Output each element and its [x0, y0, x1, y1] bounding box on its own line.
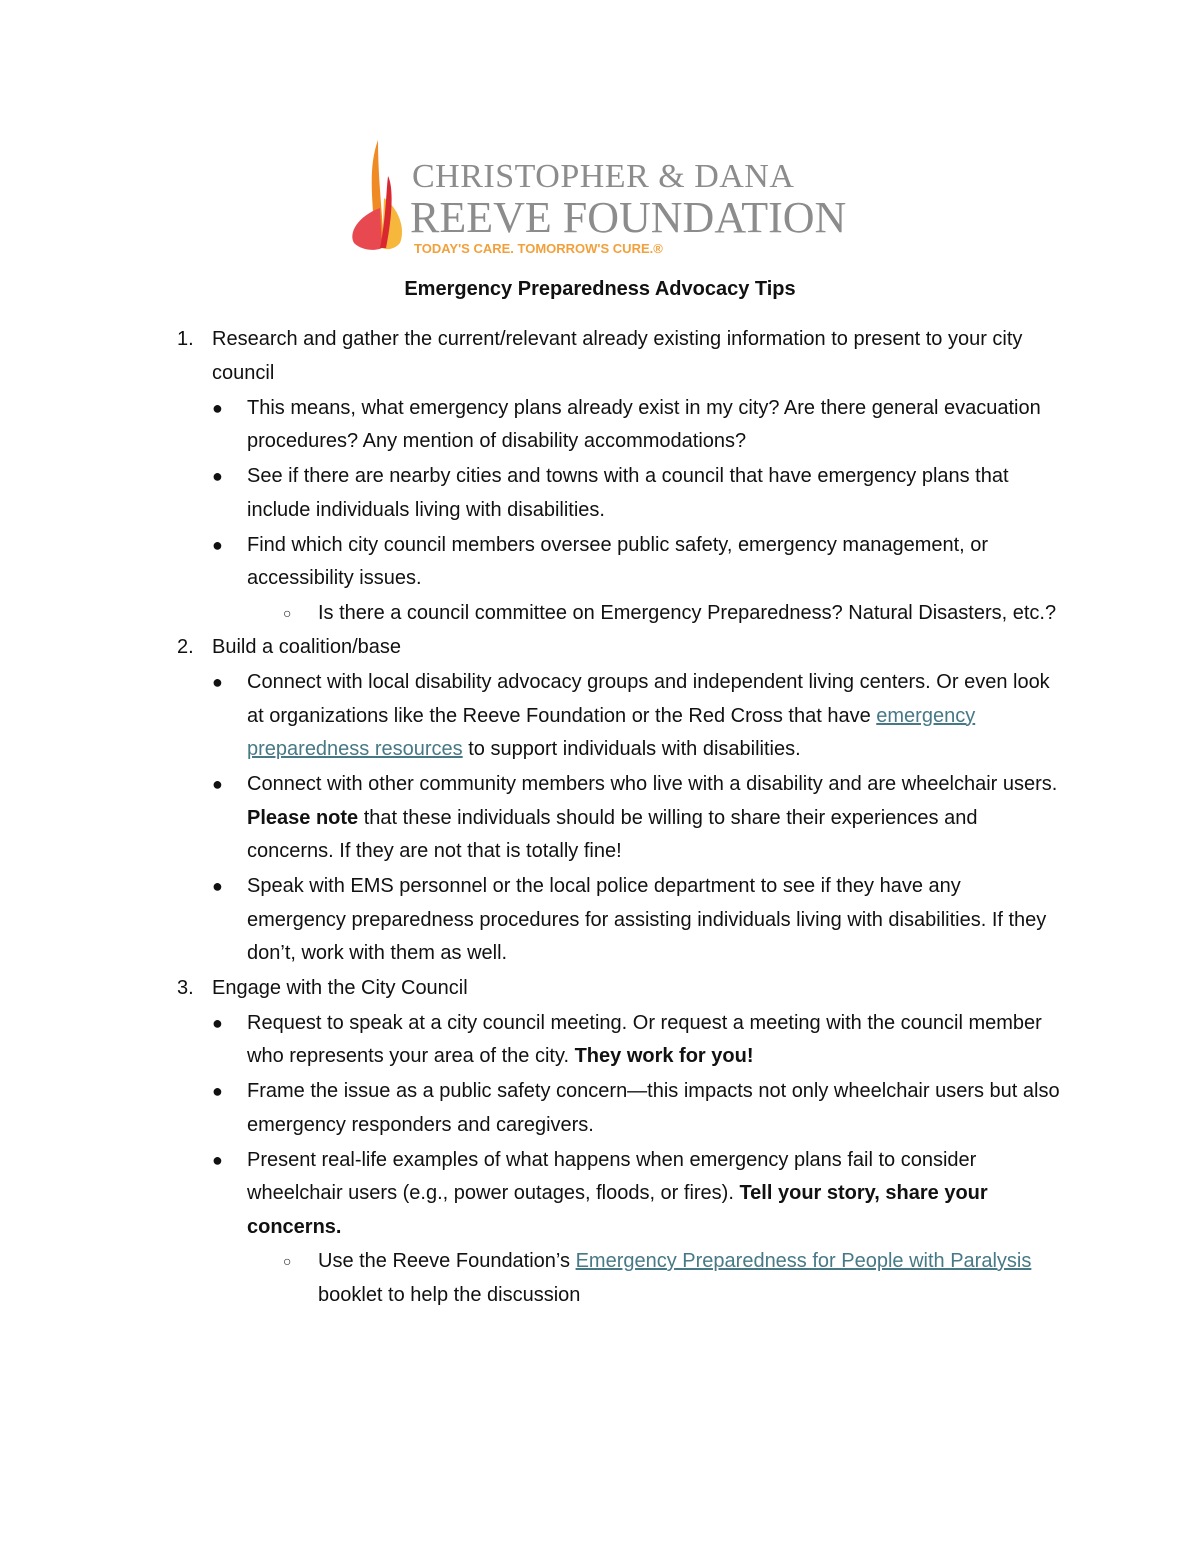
- list-item: [0, 631, 1060, 665]
- logo-tagline: TODAY'S CARE. TOMORROW'S CURE.®: [414, 241, 663, 256]
- bullet-item: [0, 870, 1060, 971]
- bold-text: Tell your story, share your concerns.: [247, 1182, 988, 1238]
- bullet-text: This means, what emergency plans already exist in my city? Are there general evacuation procedures? Any mention of disability accommodations?: [247, 396, 1041, 452]
- bullet-icon: ●: [212, 1081, 223, 1101]
- bullet-icon: ●: [212, 672, 223, 692]
- bullet-icon: ●: [212, 534, 223, 555]
- bullet-icon: ●: [212, 1012, 223, 1033]
- bullet-text: Request to speak at a city council meeting. Or request a meeting with the council member who represents your area of the city.: [247, 1011, 1042, 1067]
- bullet-item: [0, 529, 1060, 596]
- bold-text: They work for you!: [574, 1045, 754, 1067]
- item-number: 2.: [177, 636, 194, 658]
- sub-bullet-item: [0, 597, 1060, 631]
- bullet-text: Present real-life examples of what happens when emergency plans fail to consider wheelchair users (e.g., power outages, floods, or fires).: [247, 1148, 977, 1204]
- list-item: [0, 323, 1060, 390]
- bullet-item: [0, 1144, 1060, 1245]
- bullet-icon: ●: [212, 1149, 223, 1170]
- bullet-text: Frame the issue as a public safety concern—this impacts not only wheelchair users but also emergency responders and caregivers.: [247, 1080, 1060, 1136]
- document-title: Emergency Preparedness Advocacy Tips: [404, 278, 796, 300]
- bullet-item: [0, 460, 1060, 527]
- bullet-item: [0, 768, 1060, 869]
- item-number: 3.: [177, 976, 194, 999]
- logo-line2: REEVE FOUNDATION: [410, 193, 847, 242]
- list-item: [0, 972, 1060, 1006]
- bold-text: Please note: [247, 806, 359, 829]
- circle-bullet-icon: ○: [283, 1253, 292, 1269]
- sub-bullet-text: booklet to help the discussion: [318, 1283, 581, 1306]
- emergency-resources-link[interactable]: emergency preparedness resources: [247, 704, 976, 760]
- bullet-item: [0, 666, 1060, 767]
- bullet-text: Connect with local disability advocacy groups and independent living centers. Or even look at organizations like the Reeve Foundation or the Red Cross that have: [247, 671, 1050, 727]
- item-number: 1.: [177, 328, 194, 350]
- item-text: Engage with the City Council: [212, 976, 468, 999]
- tips-list: [0, 322, 1200, 1312]
- item-text: Build a coalition/base: [212, 636, 402, 658]
- flame-logo-icon: [348, 138, 412, 260]
- sub-bullet-text: Is there a council committee on Emergency Preparedness? Natural Disasters, etc.?: [318, 601, 1057, 624]
- emergency-preparedness-booklet-link[interactable]: Emergency Preparedness for People with Paralysis: [575, 1250, 1032, 1272]
- item-text: Research and gather the current/relevant already existing information to present to your city council: [212, 328, 1023, 384]
- bullet-text: Find which city council members oversee public safety, emergency management, or accessibility issues.: [247, 533, 989, 589]
- reeve-foundation-logo: [348, 138, 858, 260]
- sub-bullet-text: Use the Reeve Foundation’s: [318, 1250, 576, 1272]
- bullet-text: to support individuals with disabilities.: [462, 738, 801, 760]
- bullet-text: Connect with other community members who live with a disability and are wheelchair users.: [247, 773, 1058, 795]
- bullet-icon: ●: [212, 774, 223, 794]
- sub-bullet-item: [0, 1245, 1060, 1312]
- logo-line1: CHRISTOPHER & DANA: [412, 158, 795, 195]
- bullet-icon: ●: [212, 466, 223, 486]
- bullet-item: [0, 1075, 1060, 1142]
- bullet-item: [0, 1007, 1060, 1074]
- bullet-text: Speak with EMS personnel or the local police department to see if they have any emergency preparedness procedures for assisting individuals living with disabilities. If they don’t, work with them as well.: [247, 875, 1047, 964]
- bullet-icon: ●: [212, 876, 223, 896]
- circle-bullet-icon: ○: [283, 604, 292, 621]
- bullet-text: that these individuals should be willing to share their experiences and concerns. If they are not that is totally fine!: [247, 806, 978, 862]
- bullet-item: [0, 392, 1060, 459]
- bullet-icon: ●: [212, 397, 223, 418]
- bullet-text: See if there are nearby cities and towns with a council that have emergency plans that include individuals living with disabilities.: [247, 465, 1009, 521]
